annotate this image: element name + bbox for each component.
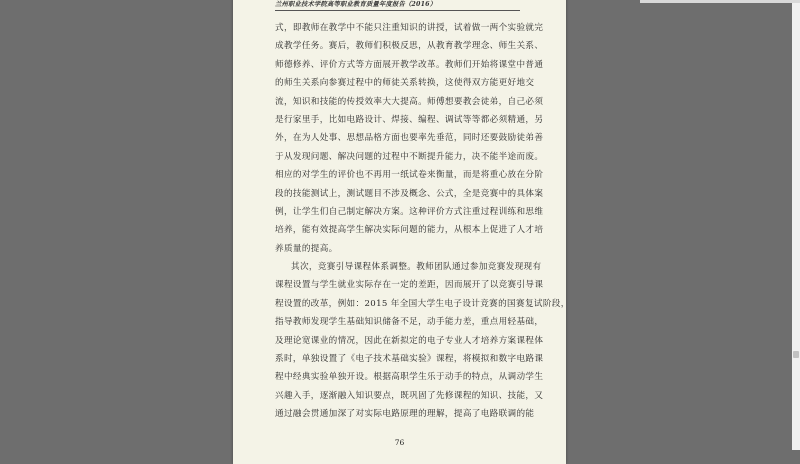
text-line: 段的技能测试上，测试题目不涉及概念、公式，全是竞赛中的具体案 — [275, 188, 544, 199]
text-line: 系时，单独设置了《电子技术基础实验》课程，将模拟和数字电路课 — [275, 354, 544, 365]
text-line: 的师生关系向参赛过程中的师徒关系转换，这使得双方能更好地交 — [275, 78, 535, 89]
paragraph-start-line: 其次，竞赛引导课程体系调整。教师团队通过参加竞赛发现现有 — [291, 262, 542, 273]
running-header: 兰州职业技术学院高等职业教育质量年度报告（2016） — [275, 0, 520, 11]
text-line: 式，即教师在教学中不能只注重知识的讲授，试着做一两个实验就完 — [275, 23, 544, 33]
text-line: 是行家里手，比如电路设计、焊接、编程、调试等等都必须精通，另 — [275, 114, 544, 125]
text-line: 通过融会贯通加深了对实际电路原理的理解，提高了电路联调的能 — [275, 409, 535, 420]
toolbar-strip — [640, 0, 800, 3]
text-line: 程设置的改革，例如：2015 年全国大学生电子设计竞赛的国赛复试阶段， — [275, 298, 570, 309]
text-line: 程中经典实验单独开设。根据高职学生乐于动手的特点，从调动学生 — [275, 372, 544, 383]
text-line: 于从发现问题、解决问题的过程中不断提升能力，决不能半途而废。 — [275, 151, 544, 162]
text-line: 外，在为人处事、思想品格方面也要率先垂范，同时还要鼓励徒弟善 — [275, 133, 544, 144]
text-line: 成教学任务。赛后，教师们积极反思，从教育教学理念、师生关系、 — [275, 41, 544, 52]
text-line: 及理论宽课业的情况，因此在新拟定的电子专业人才培养方案课程体 — [275, 335, 544, 346]
text-line: 课程设置与学生就业实际存在一定的差距，因而展开了以竞赛引导课 — [275, 280, 544, 291]
document-page — [233, 0, 570, 464]
text-line: 例，让学生们自己制定解决方案。这种评价方式注重过程训练和思维 — [275, 206, 544, 217]
text-line: 指导教师发现学生基础知识储备不足，动手能力差，重点用轻基础， — [275, 317, 544, 328]
text-line: 师德修养、评价方式等方面展开教学改革。教师们开始将课堂中普通 — [275, 59, 544, 70]
scrollbar-thumb[interactable] — [793, 351, 799, 358]
text-line: 流，知识和技能的传授效率大大提高。师傅想要教会徒弟，自己必须 — [275, 96, 544, 107]
vertical-scrollbar[interactable] — [792, 3, 800, 450]
text-line: 养质量的提高。 — [275, 243, 338, 254]
text-line: 兴趣入手，逐渐融入知识要点，既巩固了先修课程的知识、技能，又 — [275, 390, 544, 401]
text-line: 相应的对学生的评价也不再用一纸试卷来衡量，而是将重心放在分阶 — [275, 170, 544, 181]
text-line: 培养，能有效提高学生解决实际问题的能力，从根本上促进了人才培 — [275, 225, 544, 236]
page-number: 76 — [394, 438, 405, 447]
body-text — [275, 19, 570, 424]
